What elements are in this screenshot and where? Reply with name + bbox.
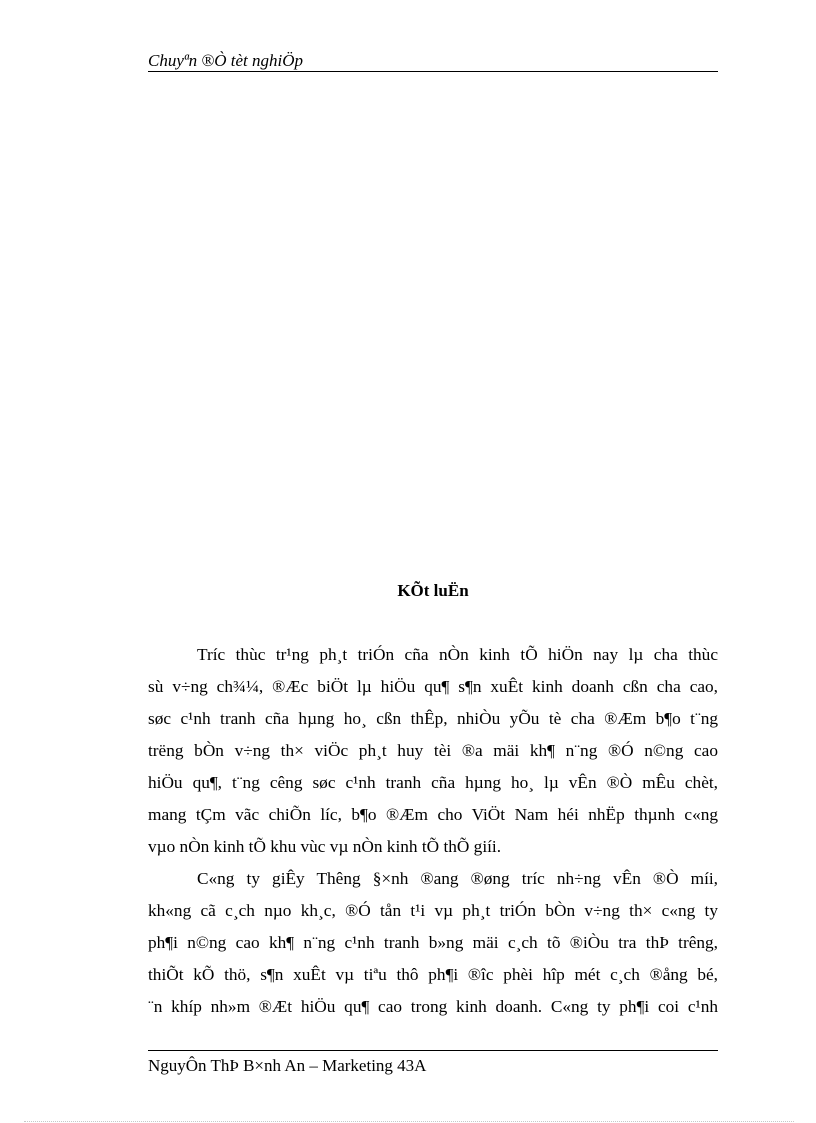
paragraph-1-line-4: trëng bÒn v÷ng th× viÖc ph¸t huy tèi ®a mäi kh¶ n¨ng ®Ó n©ng cao: [148, 741, 718, 760]
paragraph-1-line-3: søc c¹nh tranh cña hµng ho¸ cßn thÊp, nhiÒu yÕu tè cha ®Æm b¶o t¨ng: [148, 709, 718, 728]
paragraph-1-line-6: mang tÇm vãc chiÕn líc, b¶o ®Æm cho ViÖt Nam héi nhËp thµnh c«ng: [148, 805, 718, 824]
page-bottom-edge: [24, 1121, 794, 1122]
section-title: KÕt luËn: [397, 581, 469, 600]
paragraph-2-line-2: kh«ng cã c¸ch nµo kh¸c, ®Ó tån t¹i vµ ph¸t triÓn bÒn v÷ng th× c«ng ty: [148, 901, 718, 920]
page-header: Chuyªn ®Ò tèt nghiÖp: [148, 50, 718, 72]
paragraph-1-line-5: hiÖu qu¶, t¨ng cêng søc c¹nh tranh cña hµng ho¸ lµ vÊn ®Ò mÊu chèt,: [148, 773, 718, 792]
paragraph-2-line-3: ph¶i n©ng cao kh¶ n¨ng c¹nh tranh b»ng mäi c¸ch tõ ®iÒu tra thÞ trêng,: [148, 933, 718, 952]
paragraph-1-line-7: vµo nÒn kinh tÕ khu vùc vµ nÒn kinh tÕ thÕ giíi.: [148, 837, 502, 856]
page-footer: NguyÔn ThÞ B×nh An – Marketing 43A: [148, 1050, 718, 1077]
paragraph-2-line-5: ¨n khíp nh»m ®Æt hiÖu qu¶ cao trong kinh doanh. C«ng ty ph¶i coi c¹nh: [148, 997, 718, 1016]
paragraph-1-line-2: sù v÷ng ch¾¼, ®Æc biÖt lµ hiÖu qu¶ s¶n xuÊt kinh doanh cßn cha cao,: [148, 677, 718, 696]
paragraph-2-line-1: C«ng ty giÊy Thêng §×nh ®ang ®øng tríc nh÷ng vÊn ®Ò míi,: [197, 869, 718, 888]
paragraph-2-line-4: thiÕt kÕ thö, s¶n xuÊt vµ tiªu thô ph¶i ®îc phèi hîp mét c¸ch ®ång bé,: [148, 965, 718, 984]
paragraph-1-line-1: Tríc thùc tr¹ng ph¸t triÓn cña nÒn kinh tÕ hiÖn nay lµ cha thùc: [197, 645, 718, 664]
